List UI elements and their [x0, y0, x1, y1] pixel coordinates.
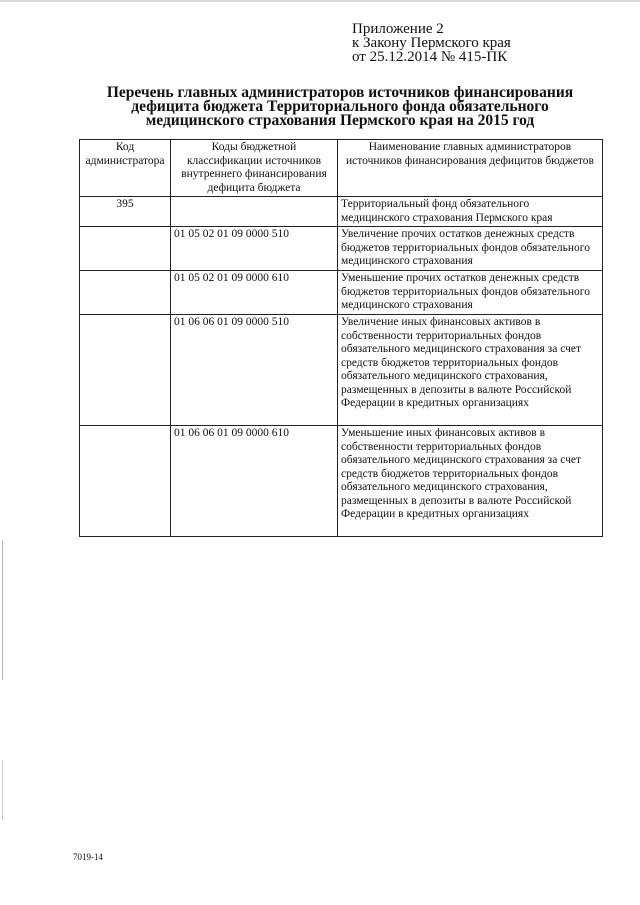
- table-row: [80, 315, 603, 426]
- admin-code-cell: [80, 315, 171, 426]
- scan-edge-mark: [2, 760, 3, 820]
- appendix-reference: [352, 22, 511, 64]
- appendix-line-3: от 25.12.2014 № 415-ПК: [352, 49, 508, 65]
- table-row: [80, 271, 603, 315]
- title-line-1: Перечень главных администраторов источников финансирования: [106, 84, 574, 101]
- header-admin-name: Наименование главных администраторов источников финансирования дефицитов бюджетов: [338, 140, 603, 197]
- header-budget-code: Коды бюджетной классификации источников внутреннего финансирования дефицита бюджета: [171, 140, 338, 197]
- budget-code-cell: 01 05 02 01 09 0000 610: [171, 271, 338, 315]
- appendix-line-1: Приложение 2: [352, 21, 444, 37]
- admin-name-cell: Увеличение иных финансовых активов в собственности территориальных фондов обязательного медицинского страхования за счет средств бюджетов территориальных фондов обязательного медицинского страхования, размещенных в депозиты в валюте Российской Федерации в кредитных организациях: [338, 315, 603, 426]
- table-header-row: [80, 140, 603, 197]
- admin-name-cell: Увеличение прочих остатков денежных средств бюджетов территориальных фондов обязательного медицинского страхования: [338, 227, 603, 271]
- budget-code-cell: [171, 197, 338, 227]
- admin-name-cell: Уменьшение прочих остатков денежных средств бюджетов территориальных фондов обязательного медицинского страхования: [338, 271, 603, 315]
- budget-code-cell: 01 05 02 01 09 0000 510: [171, 227, 338, 271]
- header-admin-code: Код администратора: [80, 140, 171, 197]
- document-title: [60, 86, 620, 128]
- table-row: [80, 426, 603, 537]
- admin-code-cell: [80, 227, 171, 271]
- table-row: [80, 197, 603, 227]
- title-line-3: медицинского страхования Пермского края на 2015 год: [145, 112, 535, 129]
- admin-code-cell: [80, 426, 171, 537]
- scan-edge-mark: [2, 540, 3, 680]
- admin-name-cell: Территориальный фонд обязательного медицинского страхования Пермского края: [338, 197, 603, 227]
- budget-code-cell: 01 06 06 01 09 0000 510: [171, 315, 338, 426]
- admin-name-cell: Уменьшение иных финансовых активов в собственности территориальных фондов обязательного медицинского страхования за счет средств бюджетов территориальных фондов обязательного медицинского страхования, размещенных в депозиты в валюте Российской Федерации в кредитных организациях: [338, 426, 603, 537]
- scan-edge-top: [0, 0, 640, 2]
- admin-code-cell: [80, 271, 171, 315]
- document-code: 7019-14: [73, 852, 103, 862]
- budget-code-cell: 01 06 06 01 09 0000 610: [171, 426, 338, 537]
- administrators-table: [79, 139, 603, 537]
- appendix-line-2: к Закону Пермского края: [352, 35, 511, 51]
- title-line-2: дефицита бюджета Территориального фонда обязательного: [131, 98, 549, 115]
- table-row: [80, 227, 603, 271]
- admin-code-cell: 395: [80, 197, 171, 227]
